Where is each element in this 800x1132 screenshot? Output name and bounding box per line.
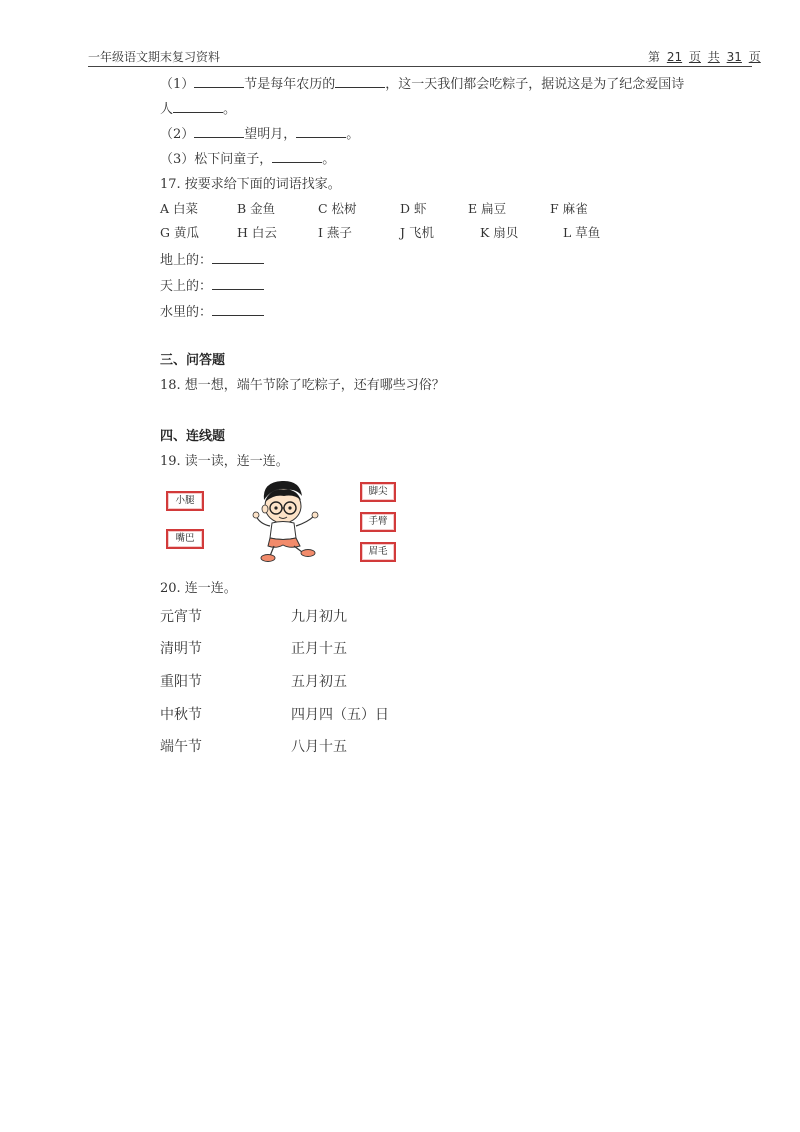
q16-item-3 — [160, 148, 335, 167]
q17-title: 17. 按要求给下面的词语找家。 — [160, 177, 341, 192]
date-item[interactable]: 四月四（五）日 — [291, 707, 389, 723]
q17-option: K 扇贝 — [480, 225, 519, 240]
blank-5[interactable] — [296, 125, 346, 138]
page-prefix: 第 — [648, 50, 661, 64]
page-number: 21 — [666, 50, 683, 64]
header-rule — [88, 66, 752, 67]
blank-6[interactable] — [272, 150, 322, 163]
q17-option: A 白菜 — [160, 201, 199, 216]
date-item[interactable]: 五月初五 — [291, 674, 347, 690]
q17-option: D 虾 — [400, 201, 427, 216]
q17-option: G 黄瓜 — [160, 225, 199, 240]
q16-item3-text: （3）松下问童子， — [160, 152, 273, 167]
q17-option: H 白云 — [237, 225, 277, 240]
blank-2[interactable] — [335, 75, 385, 88]
q17-option: I 燕子 — [318, 225, 352, 240]
q17-option: B 金鱼 — [237, 201, 276, 216]
cartoon-child-illustration — [250, 478, 322, 564]
q17-option: J 飞机 — [400, 225, 434, 240]
q18-text: 18. 想一想，端午节除了吃粽子，还有哪些习俗？ — [160, 378, 445, 393]
total-suffix: 页 — [748, 50, 761, 64]
q16-item2-text: 望明月， — [244, 127, 297, 142]
sky-answer-blank[interactable] — [212, 277, 264, 290]
date-item[interactable]: 九月初九 — [291, 609, 347, 625]
header-doc-title: 一年级语文期末复习资料 — [88, 50, 221, 64]
q16-item1-text: 节是每年农历的 — [244, 77, 336, 92]
total-pages: 31 — [726, 50, 742, 64]
section-3-title: 三、问答题 — [160, 353, 226, 368]
q16-item-1-cont — [160, 98, 236, 117]
festival-item[interactable]: 元宵节 — [160, 609, 202, 625]
word-box-left[interactable]: 小腿 — [166, 491, 204, 511]
q17-option: F 麻雀 — [550, 201, 588, 216]
water-answer-blank[interactable] — [212, 303, 264, 316]
word-box-left[interactable]: 嘴巴 — [166, 529, 204, 549]
word-box-right[interactable]: 脚尖 — [360, 482, 396, 502]
total-prefix: 共 — [707, 50, 720, 64]
q16-item3-end: 。 — [322, 152, 336, 167]
q17-sky-label: 天上的： — [160, 279, 213, 294]
festival-item[interactable]: 中秋节 — [160, 707, 202, 723]
festival-item[interactable]: 清明节 — [160, 641, 202, 657]
q16-item1-tail: 人 — [160, 102, 174, 117]
q16-item1-num: （1） — [160, 77, 195, 92]
q17-option: E 扁豆 — [468, 201, 507, 216]
section-4-title: 四、连线题 — [160, 429, 226, 444]
blank-3[interactable] — [173, 100, 223, 113]
date-item[interactable]: 正月十五 — [291, 641, 347, 657]
q17-option: L 草鱼 — [563, 225, 601, 240]
festival-item[interactable]: 端午节 — [160, 739, 202, 755]
q16-item-2 — [160, 123, 359, 142]
word-box-right[interactable]: 眉毛 — [360, 542, 396, 562]
date-item[interactable]: 八月十五 — [291, 739, 347, 755]
q17-ground-label: 地上的： — [160, 253, 213, 268]
q17-ground-row — [160, 249, 264, 268]
page-mid: 页 — [688, 50, 701, 64]
blank-1[interactable] — [194, 75, 244, 88]
q16-item1-text2: ，这一天我们都会吃粽子，据说这是为了纪念爱国诗 — [385, 77, 685, 92]
festival-item[interactable]: 重阳节 — [160, 674, 202, 690]
ground-answer-blank[interactable] — [212, 251, 264, 264]
q16-item2-end: 。 — [346, 127, 360, 142]
q16-item-1 — [160, 73, 684, 92]
blank-4[interactable] — [194, 125, 244, 138]
q17-water-row — [160, 301, 264, 320]
q17-water-label: 水里的： — [160, 305, 213, 320]
q20-text: 20. 连一连。 — [160, 581, 237, 596]
header-page-info — [648, 48, 761, 65]
q16-item2-num: （2） — [160, 127, 195, 142]
word-box-right[interactable]: 手臂 — [360, 512, 396, 532]
q17-option: C 松树 — [318, 201, 357, 216]
q19-text: 19. 读一读，连一连。 — [160, 454, 289, 469]
q16-item1-end: 。 — [223, 102, 237, 117]
q17-sky-row — [160, 275, 264, 294]
